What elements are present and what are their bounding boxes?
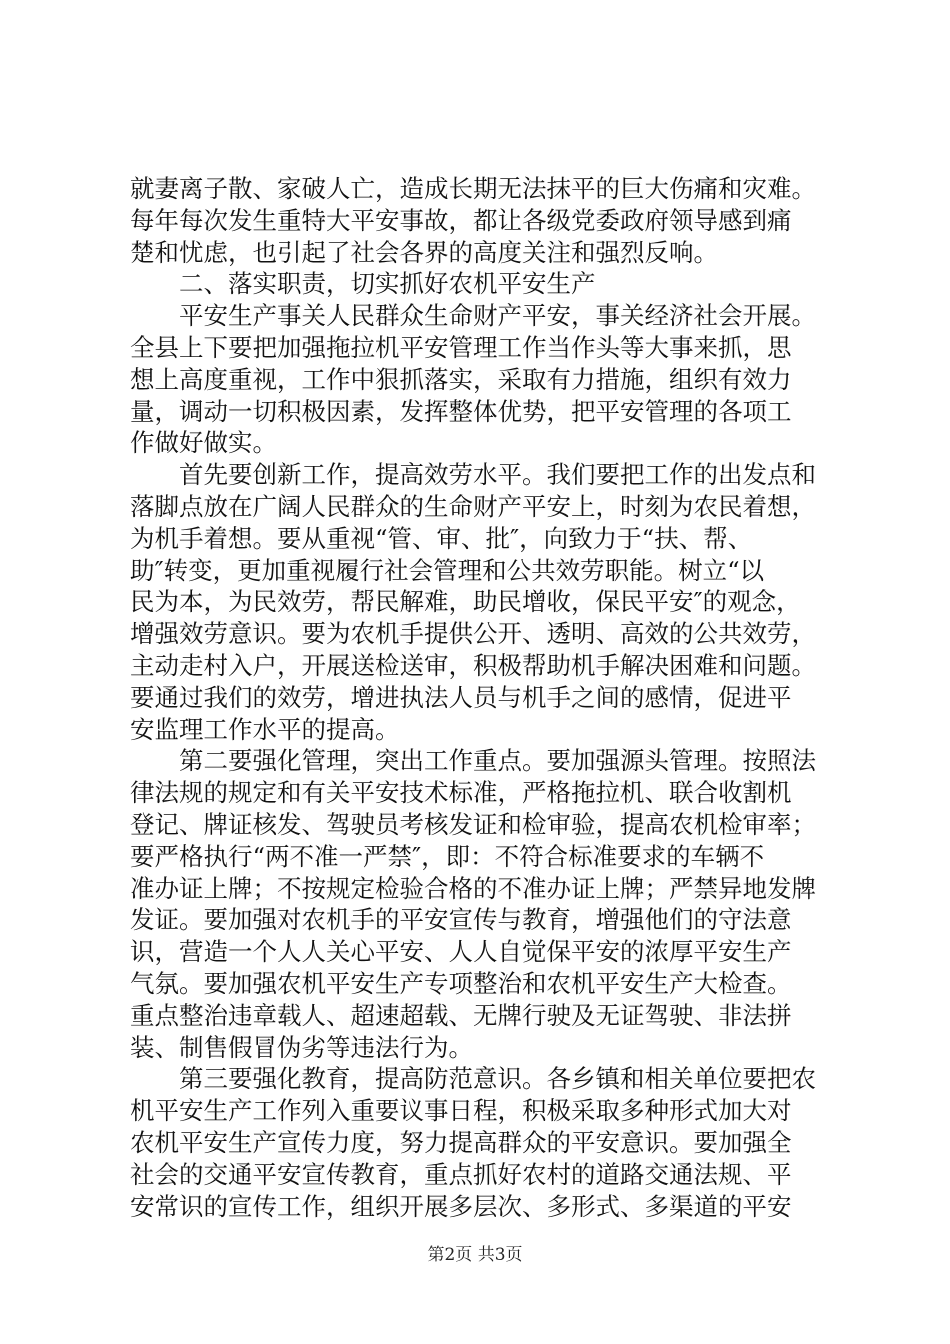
text-line: 就妻离子散、家破人亡，造成长期无法抹平的巨大伤痛和灾难。 — [130, 174, 816, 203]
text-line: 气氛。要加强农机平安生产专项整治和农机平安生产大检查。 — [130, 968, 792, 998]
text-line: 楚和忧虑，也引起了社会各界的高度关注和强烈反响。 — [130, 237, 718, 267]
paragraph-start-line: 第三要强化教育，提高防范意识。各乡镇和相关单位要把农 — [179, 1064, 816, 1094]
text-line: 民为本，为民效劳，帮民解难，助民增收，保民平安″的观念， — [130, 587, 801, 617]
text-line: 准办证上牌；不按规定检验合格的不准办证上牌；严禁异地发牌 — [130, 873, 816, 903]
text-line: 要严格执行“两不准一严禁″，即：不符合标准要求的车辆不 — [130, 841, 765, 871]
text-line: 识，营造一个人人关心平安、人人自觉保平安的浓厚平安生产 — [130, 937, 792, 967]
text-line: 发证。要加强对农机手的平安宣传与教育，增强他们的守法意 — [130, 905, 792, 935]
text-line: 想上高度重视，工作中狠抓落实，采取有力措施，组织有效力 — [130, 364, 792, 394]
paragraph-start-line: 第二要强化管理，突出工作重点。要加强源头管理。按照法 — [179, 746, 816, 776]
paragraph-start-line: 平安生产事关人民群众生命财产平安，事关经济社会开展。 — [179, 301, 816, 331]
text-line: 农机平安生产宣传力度，努力提高群众的平安意识。要加强全 — [130, 1127, 792, 1157]
text-line: 装、制售假冒伪劣等违法行为。 — [130, 1032, 473, 1062]
section-heading: 二、落实职责，切实抓好农机平安生产 — [179, 269, 596, 299]
text-line: 安监理工作水平的提高。 — [130, 714, 400, 744]
paragraph-start-line: 首先要创新工作，提高效劳水平。我们要把工作的出发点和 — [179, 460, 816, 490]
text-line: 机平安生产工作列入重要议事日程，积极采取多种形式加大对 — [130, 1096, 792, 1126]
text-line: 登记、牌证核发、驾驶员考核发证和检审验，提高农机检审率； — [130, 809, 816, 839]
text-line: 律法规的规定和有关平安技术标准，严格拖拉机、联合收割机 — [130, 778, 792, 808]
text-line: 主动走村入户，开展送检送审，积极帮助机手解决困难和问题。 — [130, 650, 816, 680]
text-line: 量，调动一切积极因素，发挥整体优势，把平安管理的各项工 — [130, 396, 792, 426]
text-line: 每年每次发生重特大平安事故，都让各级党委政府领导感到痛 — [130, 205, 792, 235]
text-line: 全县上下要把加强拖拉机平安管理工作当作头等大事来抓，思 — [130, 332, 792, 362]
text-line: 为机手着想。要从重视“管、审、批″，向致力于“扶、帮、 — [130, 523, 753, 553]
text-line: 重点整治违章载人、超速超载、无牌行驶及无证驾驶、非法拼 — [130, 1000, 792, 1030]
text-line: 助″转变，更加重视履行社会管理和公共效劳职能。树立“以 — [130, 555, 765, 585]
text-line: 作做好做实。 — [130, 428, 277, 458]
page-number-footer: 第2页 共3页 — [427, 1245, 523, 1265]
document-body — [130, 173, 830, 1222]
text-line: 要通过我们的效劳，增进执法人员与机手之间的感情，促进平 — [130, 682, 792, 712]
text-line: 安常识的宣传工作，组织开展多层次、多形式、多渠道的平安 — [130, 1191, 792, 1221]
text-line: 增强效劳意识。要为农机手提供公开、透明、高效的公共效劳， — [130, 619, 816, 649]
text-line: 落脚点放在广阔人民群众的生命财产平安上，时刻为农民着想， — [130, 491, 816, 521]
text-line: 社会的交通平安宣传教育，重点抓好农村的道路交通法规、平 — [130, 1159, 792, 1189]
